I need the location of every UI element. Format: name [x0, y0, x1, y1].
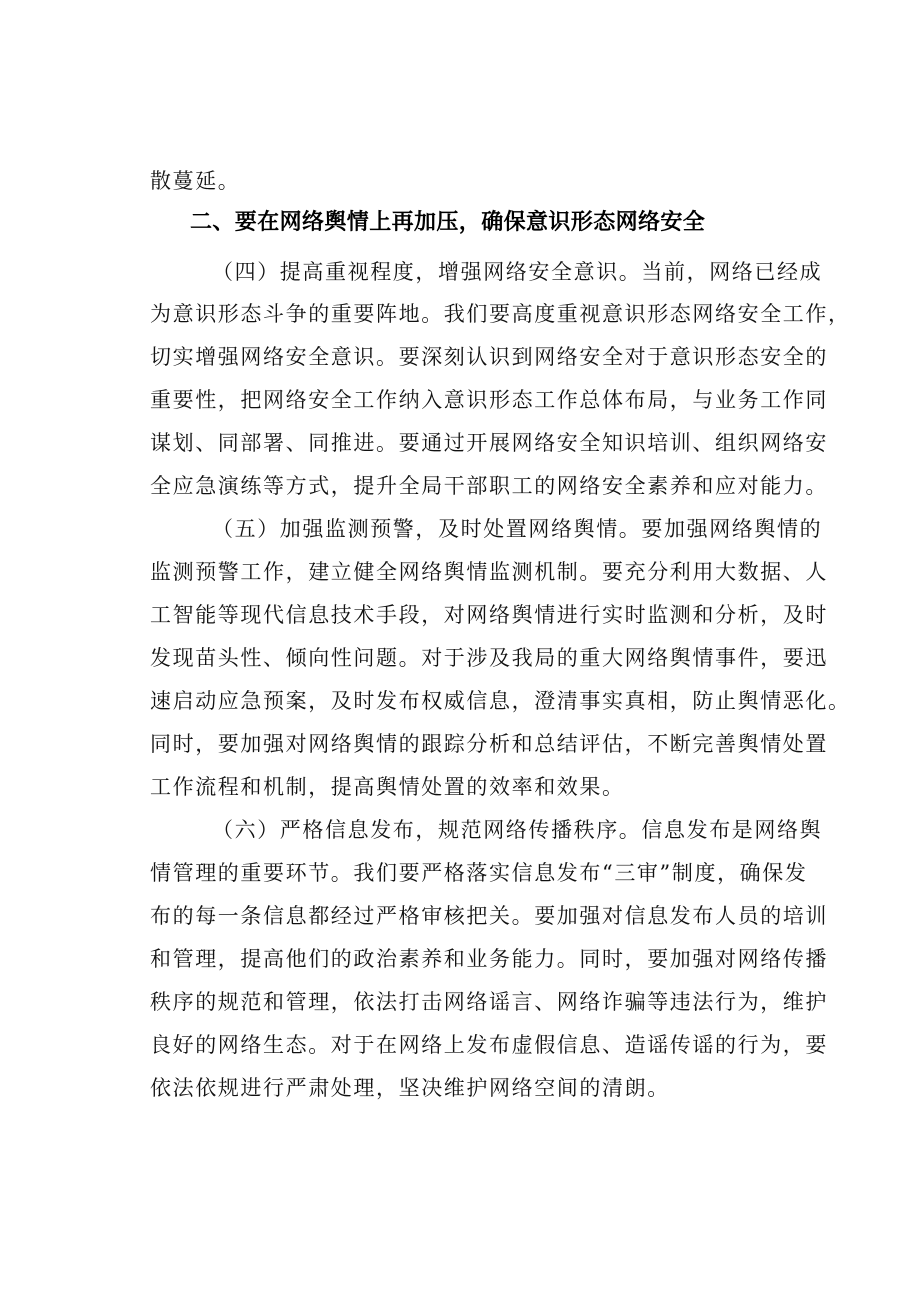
paragraph-line: 情管理的重要环节。我们要严格落实信息发布“三审”制度，确保发 — [150, 861, 808, 885]
paragraph-line: 速启动应急预案，及时发布权威信息，澄清事实真相，防止舆情恶化。 — [150, 689, 851, 713]
paragraph-line: 监测预警工作，建立健全网络舆情监测机制。要充分利用大数据、人 — [150, 560, 828, 584]
paragraph-line: 同时，要加强对网络舆情的跟踪分析和总结评估，不断完善舆情处置 — [150, 732, 828, 756]
paragraph-line: 谋划、同部署、同推进。要通过开展网络安全知识培训、组织网络安 — [150, 431, 828, 455]
paragraph-line: 切实增强网络安全意识。要深刻认识到网络安全对于意识形态安全的 — [150, 345, 828, 369]
paragraph-line: 重要性，把网络安全工作纳入意识形态工作总体布局，与业务工作同 — [150, 388, 828, 412]
carry-over-line: 散蔓延。 — [150, 169, 241, 193]
paragraph-line: 为意识形态斗争的重要阵地。我们要高度重视意识形态网络安全工作， — [150, 302, 851, 326]
paragraph-line: （四）提高重视程度，增强网络安全意识。当前，网络已经成 — [212, 260, 823, 284]
paragraph-line: 工作流程和机制，提高舆情处置的效率和效果。 — [150, 775, 625, 799]
paragraph-line: （五）加强监测预警，及时处置网络舆情。要加强网络舆情的 — [212, 517, 823, 541]
paragraph-line: 布的每一条信息都经过严格审核把关。要加强对信息发布人员的培训 — [150, 904, 828, 928]
paragraph-line: 秩序的规范和管理，依法打击网络谣言、网络诈骗等违法行为，维护 — [150, 990, 828, 1014]
paragraph-line: （六）严格信息发布，规范网络传播秩序。信息发布是网络舆 — [212, 818, 823, 842]
paragraph-line: 和管理，提高他们的政治素养和业务能力。同时，要加强对网络传播 — [150, 947, 828, 971]
paragraph-line: 依法依规进行严肃处理，坚决维护网络空间的清朗。 — [150, 1076, 670, 1100]
paragraph-line: 工智能等现代信息技术手段，对网络舆情进行实时监测和分析，及时 — [150, 603, 828, 627]
paragraph-line: 良好的网络生态。对于在网络上发布虚假信息、造谣传谣的行为，要 — [150, 1033, 828, 1057]
section-heading: 二、要在网络舆情上再加压，确保意识形态网络安全 — [190, 210, 706, 235]
paragraph-line: 发现苗头性、倾向性问题。对于涉及我局的重大网络舆情事件，要迅 — [150, 646, 828, 670]
paragraph-line: 全应急演练等方式，提升全局干部职工的网络安全素养和应对能力。 — [150, 474, 828, 498]
